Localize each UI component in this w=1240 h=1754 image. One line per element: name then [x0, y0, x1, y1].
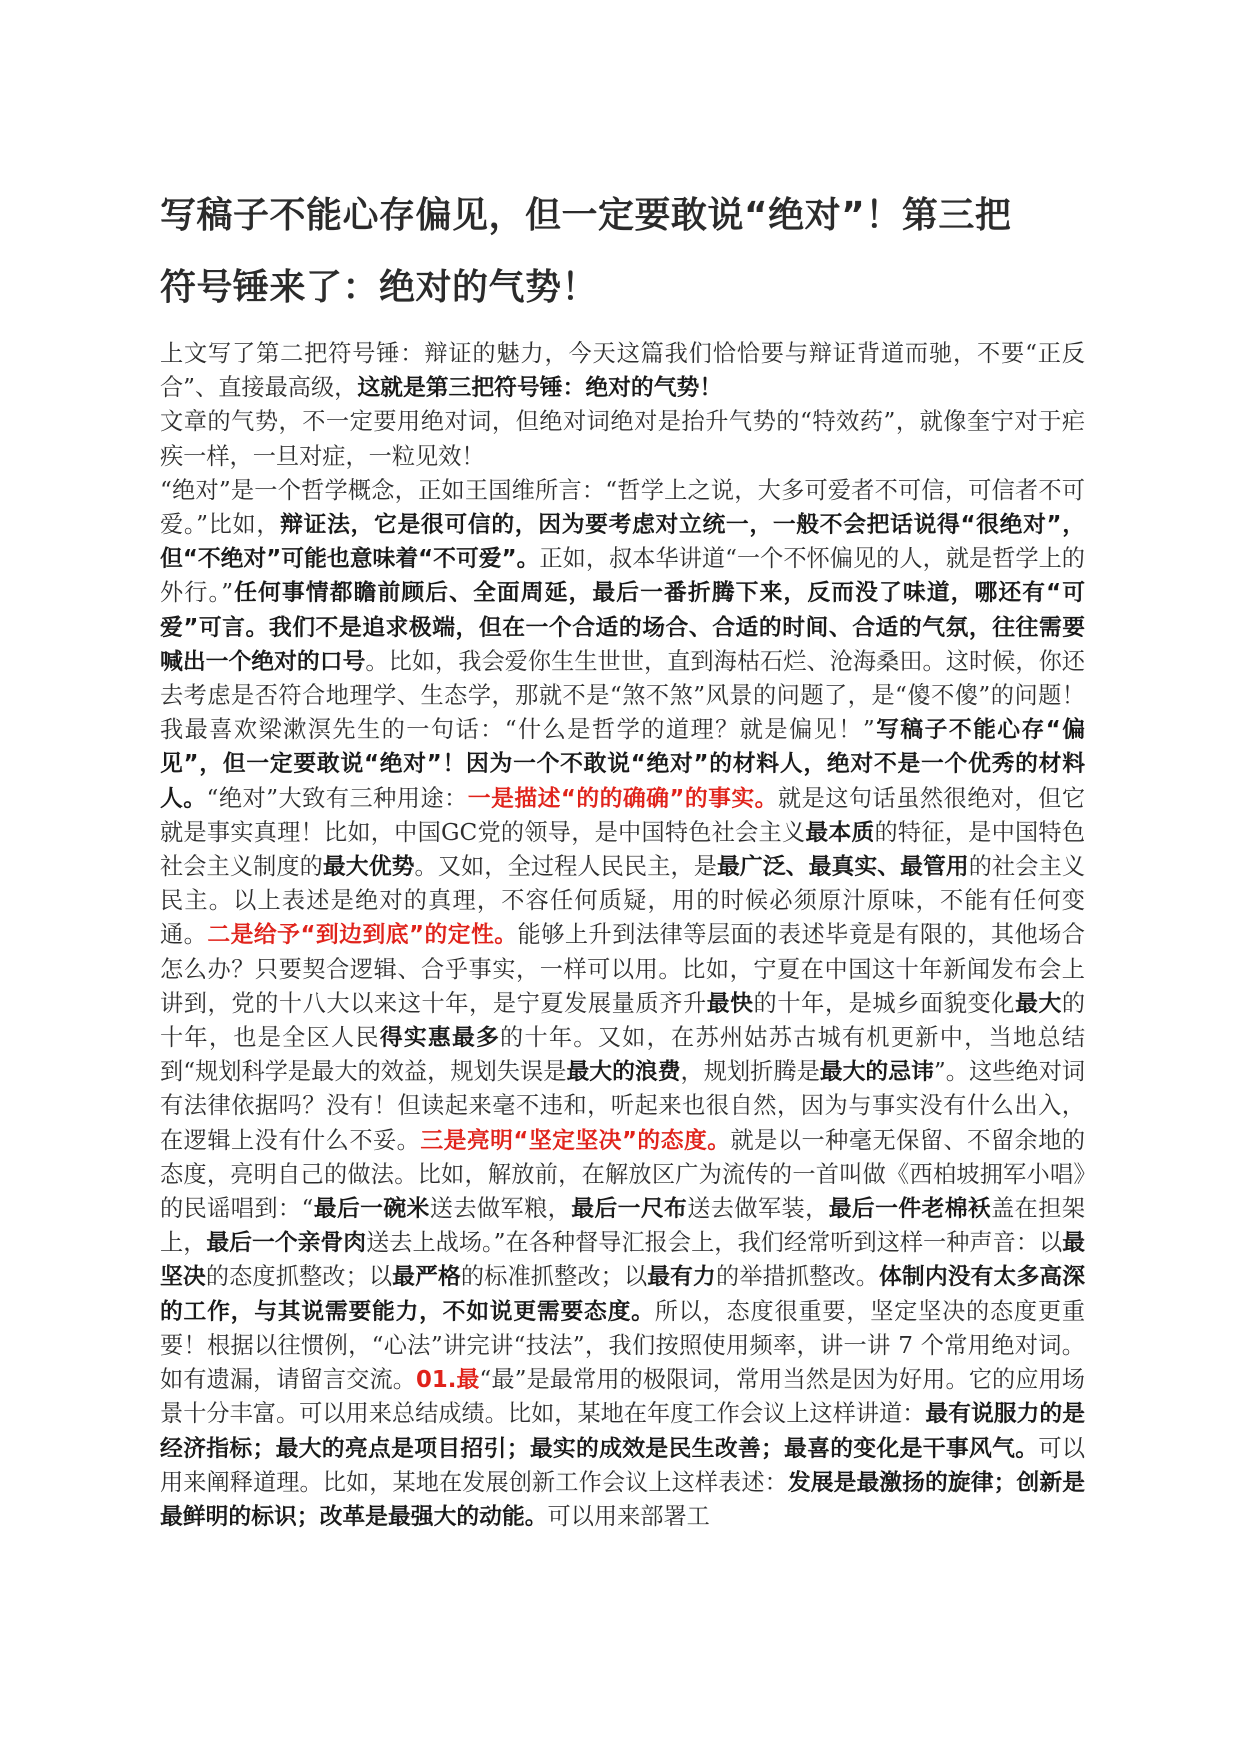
red-heading: 二是给予“到边到底”的定性。 — [207, 922, 518, 949]
text-run: 正如，叔本华讲道“一个不怀偏见的人，就是哲学上的外行。” — [160, 545, 1085, 607]
article-body — [160, 337, 1085, 1534]
bold-emphasis: 最后一个亲骨肉 — [206, 1230, 367, 1257]
text-run: 就是这句话虽然很绝对，但它就是事实真理！比如，中国GC党的领导，是中国特色社会主义 — [160, 784, 1086, 846]
body-paragraph — [160, 405, 1085, 473]
bold-emphasis: 体制内没有太多高深的工作，与其说需要能力，不如说更需要态度。 — [160, 1264, 1086, 1325]
red-heading: 三是亮明“坚定坚决”的态度。 — [420, 1127, 731, 1154]
text-run: 可以用来阐释道理。比如，某地在发展创新工作会议上这样表述： — [160, 1434, 1086, 1496]
text-run: 的标准抓整改；以 — [460, 1263, 648, 1291]
bold-emphasis: 写稿子不能心存“偏见”，但一定要敢说“绝对”！因为一个不敢说“绝对”的材料人，绝对不是一个优秀的材料人。 — [160, 717, 1085, 812]
text-run: 可以用来部署工 — [547, 1502, 710, 1530]
bold-emphasis: 最快 — [706, 990, 754, 1017]
text-run: 的态度抓整改；以 — [205, 1263, 393, 1291]
title-line-1: 写稿子不能心存偏见，但一定要敢说“绝对”！第三把 — [160, 195, 1012, 236]
text-run: 就是以一种毫无保留、不留余地的态度，亮明自己的做法。比如，解放前，在解放区广为流传的一首叫做《西柏坡拥军小唱》的民谣唱到：“ — [160, 1126, 1086, 1223]
text-run: 。比如，我会爱你生生世世，直到海枯石烂、沧海桑田。这时候，你还去考虑是否符合地理学、生态学，那就不是“煞不煞”风景的问题了，是“傻不傻”的问题！我最喜欢梁漱溟先生的一句话：“什么是哲学的道理？就是偏见！” — [160, 647, 1085, 744]
title-line-2: 符号锤来了：绝对的气势！ — [160, 267, 599, 308]
text-run: ”。这些绝对词有法律依据吗？没有！但读起来毫不违和，听起来也很自然，因为与事实没有什么出入，在逻辑上没有什么不妥。 — [160, 1058, 1086, 1154]
bold-emphasis: 最有力 — [647, 1264, 716, 1291]
bold-emphasis: 任何事情都瞻前顾后、全面周延，最后一番折腾下来，反而没了味道，哪还有“可爱”可言。我们不是追求极端，但在一个合适的场合、合适的时间、合适的气氛，往往需要喊出一个绝对的口号 — [160, 580, 1085, 675]
bold-emphasis: 辩证法，它是很可信的，因为要考虑对立统一，一般不会把话说得“很绝对”，但“不绝对”可能也意味着“不可爱”。 — [160, 512, 1085, 573]
text-run: 的举措抓整改。 — [715, 1263, 880, 1291]
text-run: 所以，态度很重要，坚定坚决的态度更重要！根据以往惯例，“心法”讲完讲“技法”，我们按照使用频率，讲一讲 7 个常用绝对词。如有遗漏，请留言交流。 — [160, 1297, 1086, 1394]
text-run: 送去做军粮， — [429, 1195, 572, 1223]
bold-emphasis: 最后一尺布 — [571, 1196, 688, 1223]
text-run: 。又如，全过程人民民主，是 — [414, 853, 718, 881]
text-run: 文章的气势，不一定要用绝对词，但绝对词绝对是抬升气势的“特效药”，就像奎宁对于疟疾一样，一旦对症，一粒见效！ — [160, 408, 1085, 470]
text-run: 能够上升到法律等层面的表述毕竟是有限的，其他场合怎么办？只要契合逻辑、合乎事实，一样可以用。比如，宁夏在中国这十年新闻发布会上讲到，党的十八大以来这十年，是宁夏发展量质齐升 — [160, 921, 1086, 1017]
bold-emphasis: 这就是第三把符号锤：绝对的气势！ — [357, 375, 723, 402]
text-run: 送去做军装， — [687, 1195, 829, 1223]
article-title — [160, 196, 1080, 308]
text-run: “绝对”是一个哲学概念，正如王国维所言：“哲学上之说，大多可爱者不可信，可信者不可爱。”比如， — [160, 476, 1085, 539]
text-run: 的社会主义民主。以上表述是绝对的真理，不容任何质疑，用的时候必须原汁原味，不能有任何变通。 — [160, 853, 1086, 949]
bold-emphasis: 得实惠最多 — [379, 1025, 501, 1052]
bold-emphasis: 最后一件老棉袄 — [828, 1196, 992, 1223]
bold-emphasis: 最本质 — [805, 819, 875, 846]
bold-emphasis: 最大 — [1015, 990, 1062, 1017]
red-heading: 一是描述“的的确确”的事实。 — [467, 785, 778, 812]
bold-emphasis: 发展是最激扬的旋律；创新是最鲜明的标识；改革是最强大的动能。 — [160, 1469, 1086, 1530]
bold-emphasis: 最有说服力的是经济指标；最大的亮点是项目招引；最实的成效是民生改善；最喜的变化是干事风气。 — [160, 1401, 1086, 1462]
body-paragraph — [160, 474, 1085, 1534]
text-run: ，规划折腾是 — [680, 1058, 820, 1086]
red-heading: 01.最 — [416, 1367, 480, 1394]
text-run: 送去上战场。”在各种督导汇报会上，我们经常听到这样一种声音：以 — [366, 1229, 1063, 1257]
body-paragraph — [160, 337, 1085, 405]
bold-emphasis: 最广泛、最真实、最管用 — [717, 854, 969, 881]
text-run: “最”是最常用的极限词，常用当然是因为好用。它的应用场景十分丰富。可以用来总结成绩。比如，某地在年度工作会议上这样讲道： — [160, 1366, 1085, 1428]
text-run: 的十年。又如，在苏州姑苏古城有机更新中，当地总结到“规划科学是最大的效益，规划失误是 — [160, 1024, 1086, 1086]
text-run: “绝对”大致有三种用途： — [206, 784, 468, 812]
text-run: 的十年，也是全区人民 — [160, 989, 1086, 1052]
bold-emphasis: 最大的浪费 — [566, 1059, 681, 1086]
bold-emphasis: 最坚决 — [160, 1230, 1086, 1291]
text-run: 盖在担架上， — [160, 1195, 1086, 1257]
text-run: 上文写了第二把符号锤：辩证的魅力，今天这篇我们恰恰要与辩证背道而驰，不要“正反合”、直接最高级， — [160, 340, 1085, 402]
bold-emphasis: 最严格 — [392, 1264, 461, 1291]
text-run: 的十年，是城乡面貌变化 — [753, 989, 1016, 1017]
bold-emphasis: 最大的忌讳 — [819, 1059, 934, 1086]
bold-emphasis: 最后一碗米 — [313, 1196, 430, 1223]
text-run: 的特征，是中国特色社会主义制度的 — [160, 818, 1086, 881]
bold-emphasis: 最大优势 — [322, 854, 415, 881]
